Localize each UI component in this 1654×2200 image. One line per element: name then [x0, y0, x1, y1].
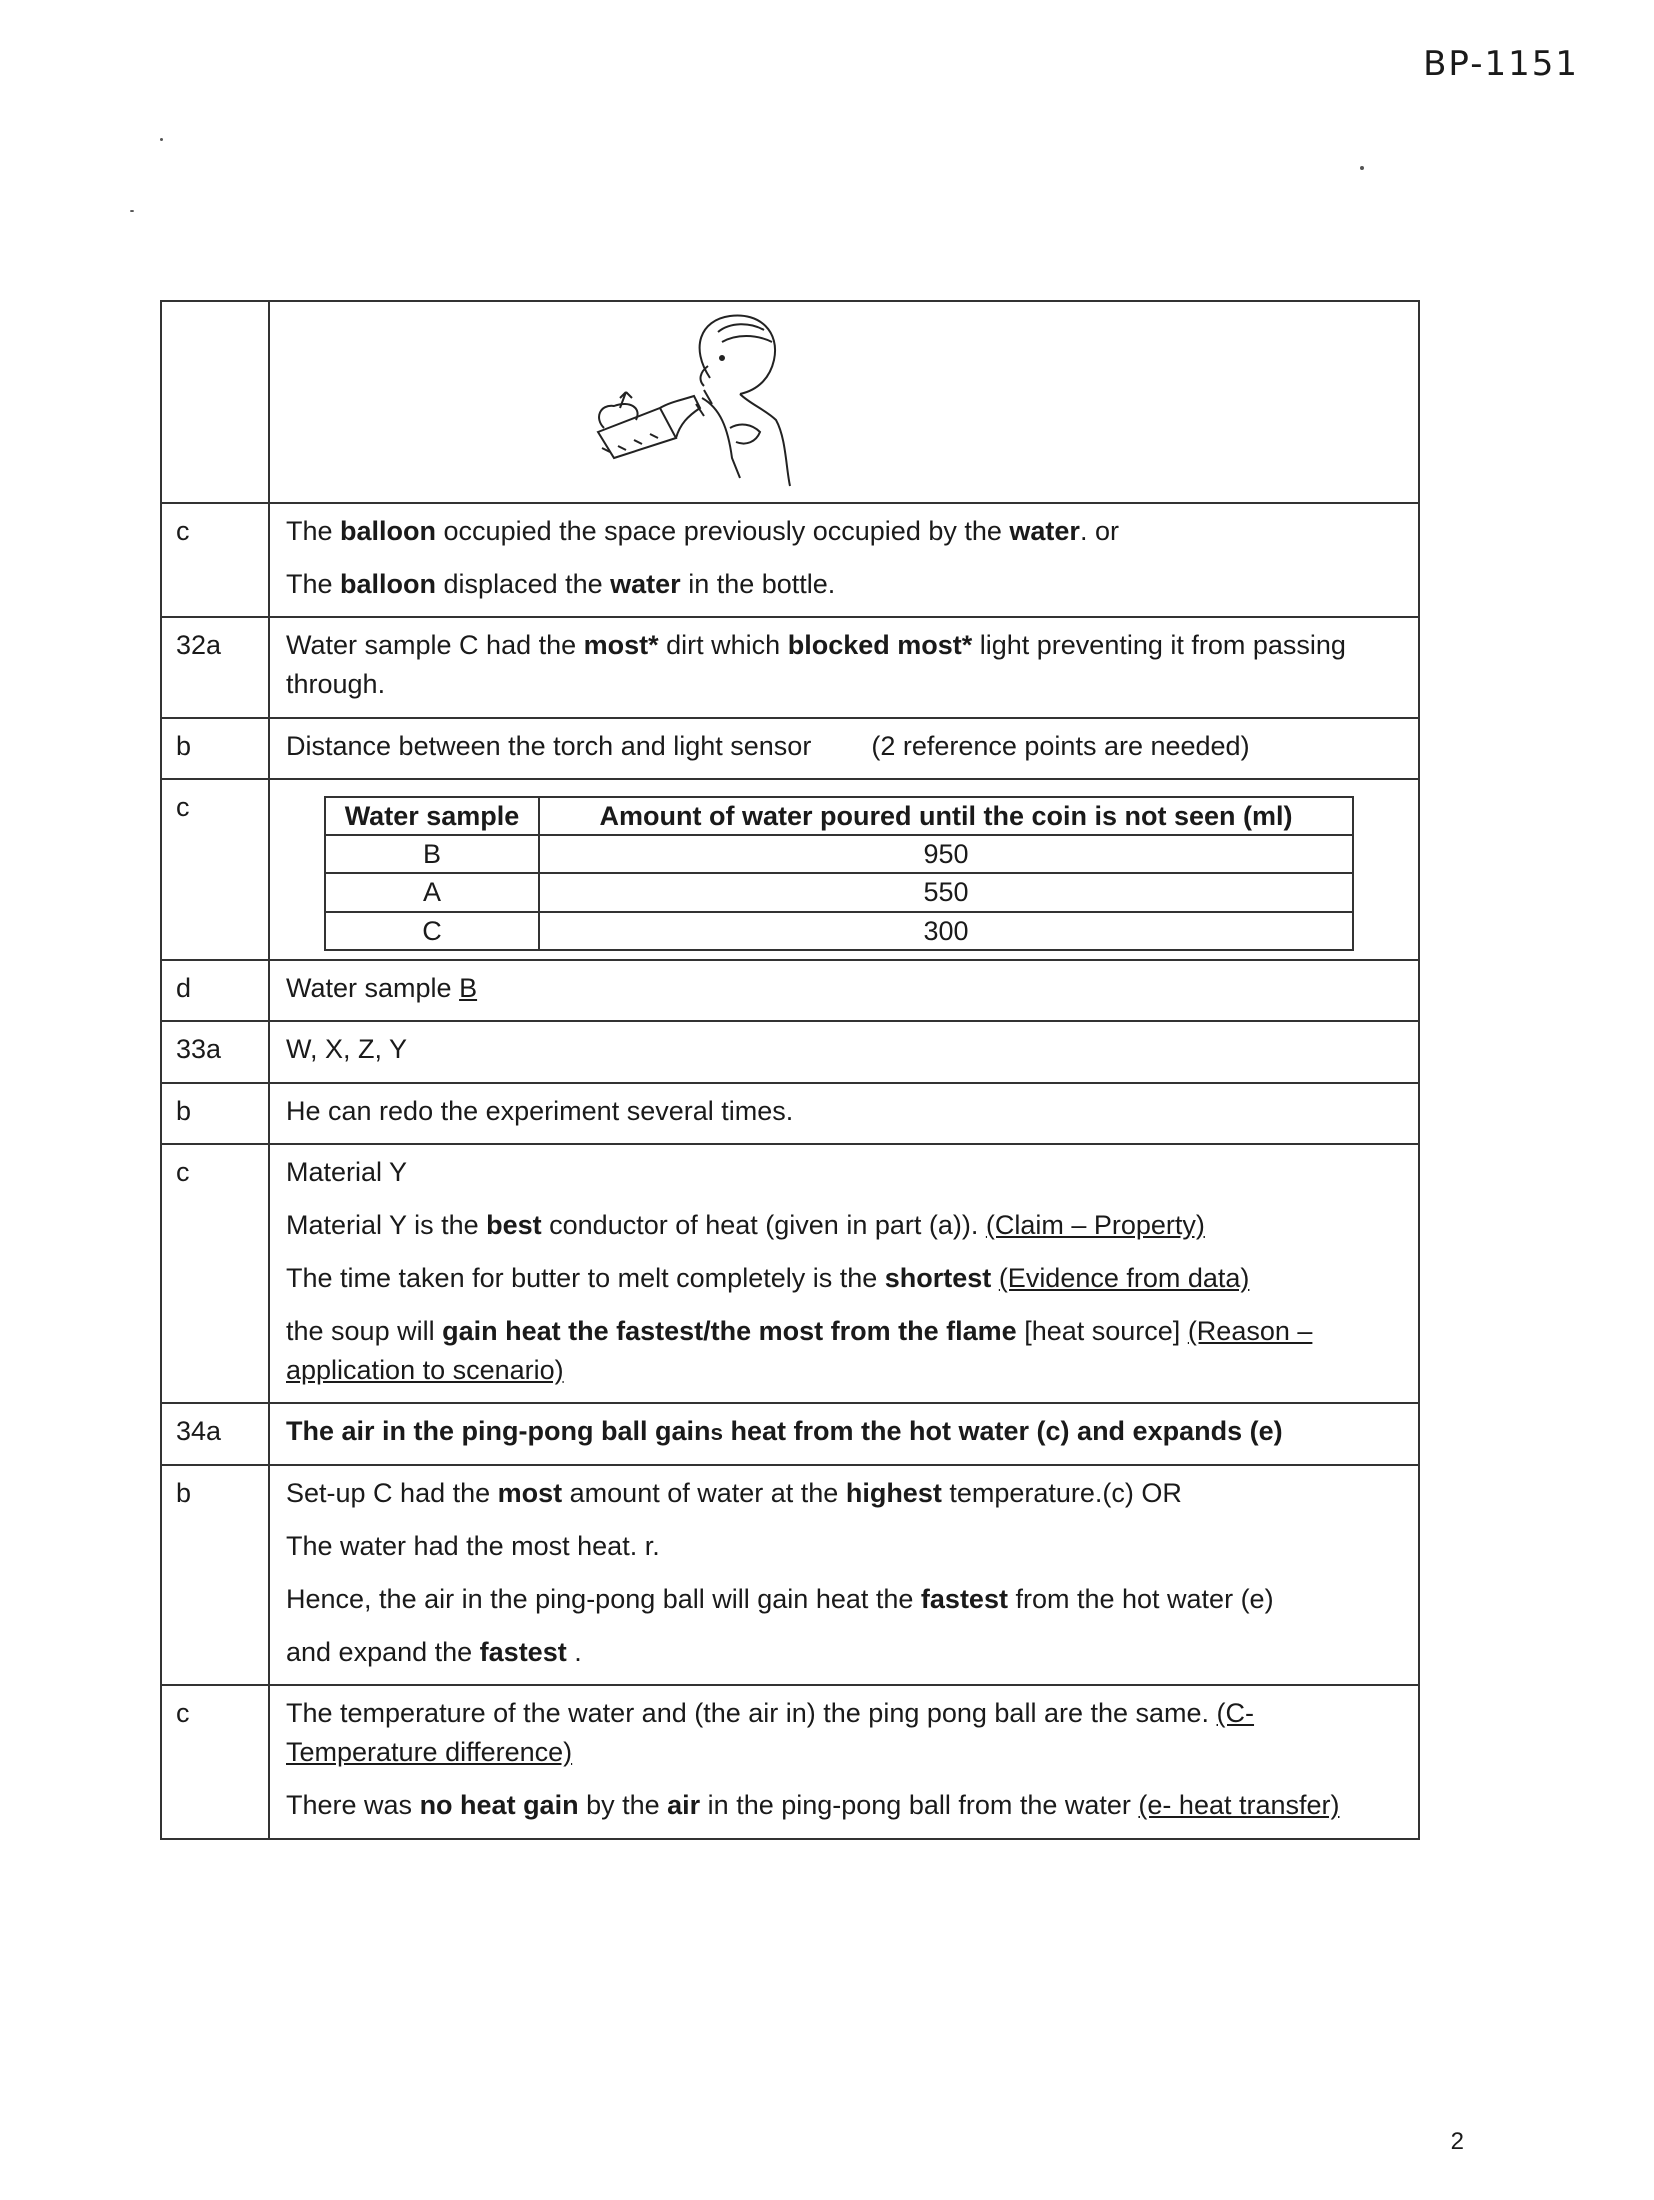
answer-line: He can redo the experiment several times. — [286, 1095, 794, 1126]
answer-line: Material Y — [286, 1156, 408, 1187]
answer-cell — [269, 1465, 1419, 1686]
answer-text — [286, 512, 1404, 604]
question-number: b — [161, 1465, 269, 1686]
answer-row — [161, 1083, 1419, 1144]
answer-line: The time taken for butter to melt completely is the shortest (Evidence from data) — [286, 1262, 1250, 1293]
question-number: 32a — [161, 617, 269, 717]
answer-row — [161, 1403, 1419, 1464]
scan-speck — [130, 210, 134, 212]
question-number: c — [161, 779, 269, 961]
table-row — [325, 835, 1353, 873]
document-code: BP-1151 — [1423, 44, 1579, 84]
answer-line: The balloon occupied the space previously occupied by the water. or — [286, 516, 1119, 546]
boy-blowing-balloon-in-bottle-illustration — [270, 308, 1418, 488]
answer-row — [161, 1021, 1419, 1082]
answer-text — [286, 1694, 1404, 1825]
answer-line: The temperature of the water and (the air in) the ping pong ball are the same. (C-Temperature difference) — [286, 1698, 1255, 1768]
answer-cell — [269, 960, 1419, 1021]
answer-line: Water sample B — [286, 973, 478, 1004]
sample-cell: C — [325, 912, 539, 950]
question-number: c — [161, 1685, 269, 1838]
sample-cell: A — [325, 873, 539, 911]
answer-text — [286, 1474, 1404, 1673]
scan-speck — [160, 138, 163, 141]
answer-cell — [269, 301, 1419, 503]
answer-line: Material Y is the best conductor of heat (given in part (a)). (Claim – Property) — [286, 1209, 1205, 1240]
answer-line: Water sample C had the most* dirt which blocked most* light preventing it from passing through. — [286, 630, 1346, 700]
answer-text — [286, 969, 1404, 1008]
answer-line: and expand the fastest . — [286, 1636, 582, 1667]
answer-row — [161, 779, 1419, 961]
answer-cell — [269, 1685, 1419, 1838]
header-amount: Amount of water poured until the coin is not seen (ml) — [539, 797, 1353, 835]
water-sample-table — [324, 796, 1354, 952]
answer-cell — [269, 503, 1419, 617]
answer-line: the soup will gain heat the fastest/the most from the flame [heat source] (Reason – application to scenario) — [286, 1316, 1313, 1386]
answer-cell — [269, 617, 1419, 717]
answer-line: The air in the ping-pong ball gains heat from the hot water (c) and expands (e) — [286, 1416, 1283, 1447]
answer-cell — [269, 1021, 1419, 1082]
header-water-sample: Water sample — [325, 797, 539, 835]
answer-cell — [269, 1083, 1419, 1144]
question-number: b — [161, 1083, 269, 1144]
answer-text — [286, 626, 1404, 704]
question-number: b — [161, 718, 269, 779]
scan-speck — [1360, 166, 1364, 170]
answer-row — [161, 503, 1419, 617]
answer-row — [161, 718, 1419, 779]
answer-line: Hence, the air in the ping-pong ball will gain heat the fastest from the hot water (e) — [286, 1583, 1274, 1614]
answer-row — [161, 1465, 1419, 1686]
answer-row — [161, 960, 1419, 1021]
answer-line: There was no heat gain by the air in the ping-pong ball from the water (e- heat transfer) — [286, 1790, 1340, 1821]
question-number: c — [161, 1144, 269, 1404]
answer-cell — [269, 718, 1419, 779]
table-row — [325, 873, 1353, 911]
question-number: d — [161, 960, 269, 1021]
answer-row — [161, 617, 1419, 717]
amount-cell: 300 — [539, 912, 1353, 950]
answer-line: Distance between the torch and light sensor (2 reference points are needed) — [286, 730, 1250, 761]
answer-line: Set-up C had the most amount of water at the highest temperature.(c) OR — [286, 1477, 1182, 1508]
question-number: c — [161, 503, 269, 617]
page-number: 2 — [1450, 2128, 1464, 2155]
question-number: 33a — [161, 1021, 269, 1082]
answer-cell — [269, 1144, 1419, 1404]
answer-row — [161, 301, 1419, 503]
amount-cell: 550 — [539, 873, 1353, 911]
amount-cell: 950 — [539, 835, 1353, 873]
answer-row — [161, 1144, 1419, 1404]
answer-line: The balloon displaced the water in the bottle. — [286, 569, 836, 600]
answer-cell — [269, 779, 1419, 961]
question-number — [161, 301, 269, 503]
answer-text — [286, 1092, 1404, 1131]
answer-text — [286, 727, 1404, 766]
answer-text — [286, 1030, 1404, 1069]
table-row — [325, 912, 1353, 950]
answer-line: W, X, Z, Y — [286, 1034, 408, 1065]
sample-cell: B — [325, 835, 539, 873]
answer-cell — [269, 1403, 1419, 1464]
answer-line: The water had the most heat. r. — [286, 1530, 660, 1561]
answer-text — [286, 1153, 1404, 1391]
answer-text — [286, 1412, 1404, 1451]
answer-row — [161, 1685, 1419, 1838]
answer-table — [160, 300, 1420, 1840]
question-number: 34a — [161, 1403, 269, 1464]
